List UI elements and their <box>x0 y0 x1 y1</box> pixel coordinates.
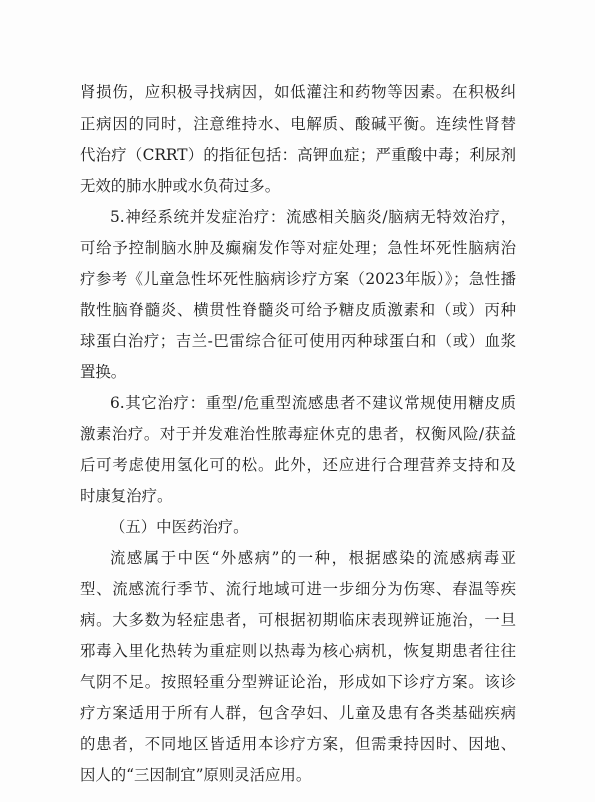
text-line: 球蛋白治疗；吉兰-巴雷综合征可使用丙种球蛋白和（或）血浆 <box>80 332 516 350</box>
text-line: 流感属于中医“外感病”的一种，根据感染的流感病毒亚 <box>110 549 516 567</box>
text-line: 激素治疗。对于并发难治性脓毒症休克的患者，权衡风险/获益 <box>80 425 516 443</box>
text-line: 的患者，不同地区皆适用本诊疗方案，但需秉持因时、因地、 <box>80 735 516 753</box>
text-line: 疗参考《儿童急性坏死性脑病诊疗方案（2023年版）》；急性播 <box>80 270 516 288</box>
text-line: 正病因的同时，注意维持水、电解质、酸碱平衡。连续性肾替 <box>80 115 516 133</box>
text-line: 代治疗（CRRT）的指征包括：高钾血症；严重酸中毒；利尿剂 <box>80 146 516 164</box>
text-line: 6.其它治疗：重型/危重型流感患者不建议常规使用糖皮质 <box>110 394 516 412</box>
text-line: 型、流感流行季节、流行地域可进一步细分为伤寒、春温等疾 <box>80 580 516 598</box>
text-line: 后可考虑使用氢化可的松。此外，还应进行合理营养支持和及 <box>80 456 516 474</box>
text-line: 肾损伤，应积极寻找病因，如低灌注和药物等因素。在积极纠 <box>80 83 516 101</box>
text-line: 散性脑脊髓炎、横贯性脊髓炎可给予糖皮质激素和（或）丙种 <box>80 301 516 319</box>
text-line: 气阴不足。按照轻重分型辨证论治，形成如下诊疗方案。该诊 <box>80 673 516 691</box>
text-line: 5.神经系统并发症治疗：流感相关脑炎/脑病无特效治疗， <box>110 208 516 226</box>
section-heading: （五）中医药治疗。 <box>110 518 249 536</box>
text-line: 无效的肺水肿或水负荷过多。 <box>80 177 281 195</box>
text-line: 疗方案适用于所有人群，包含孕妇、儿童及患有各类基础疾病 <box>80 704 516 722</box>
text-line: 置换。 <box>80 363 127 381</box>
text-line: 因人的“三因制宜”原则灵活应用。 <box>80 766 312 784</box>
text-line: 时康复治疗。 <box>80 487 173 505</box>
text-line: 病。大多数为轻症患者，可根据初期临床表现辨证施治，一旦 <box>80 611 516 629</box>
text-line: 可给予控制脑水肿及癫痫发作等对症处理；急性坏死性脑病治 <box>80 239 516 257</box>
text-line: 邪毒入里化热转为重症则以热毒为核心病机，恢复期患者往往 <box>80 642 516 660</box>
